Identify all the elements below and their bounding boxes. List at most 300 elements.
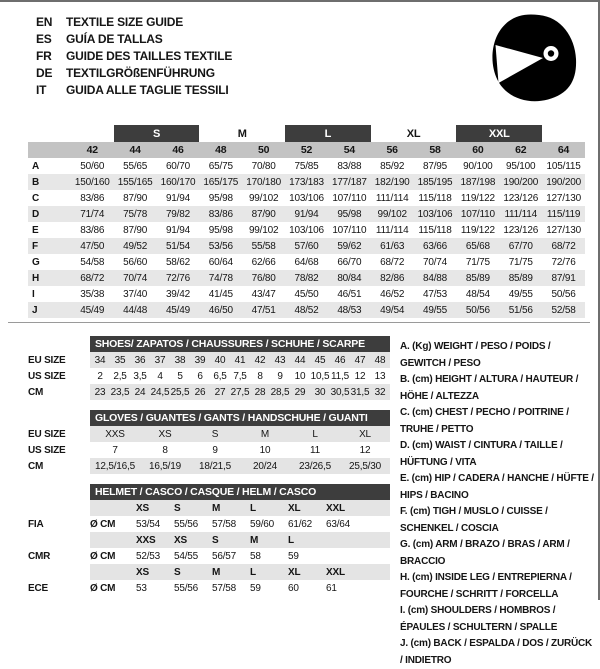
size-value-cell: 76/80 (242, 270, 285, 286)
size-value-cell: 83/88 (337, 160, 362, 172)
size-value-cell: 61/63 (371, 238, 414, 254)
size-value-cell: 187/198 (456, 174, 499, 190)
size-value-cell: 70/80 (251, 160, 276, 172)
size-header-cell: L (250, 502, 256, 514)
size-group-cell: S (114, 125, 200, 142)
legend-item: F. (cm) TIGH / MUSLO / CUISSE / SCHENKEL / COSCIA (400, 506, 548, 534)
row-values (90, 458, 390, 474)
size-value-cell: 45/49 (71, 302, 114, 318)
size-value-cell: 127/130 (546, 224, 581, 236)
row-label: EU SIZE (28, 354, 66, 366)
size-header-cell: M (250, 534, 259, 546)
language-title: GUIDA ALLE TAGLIE TESSILI (66, 82, 229, 97)
value-cell: 2 (97, 370, 103, 382)
table-row (28, 458, 392, 474)
size-value-cell: 50/60 (80, 160, 105, 172)
row-values (90, 564, 390, 580)
size-header-cell: XL (288, 566, 301, 578)
language-title: GUIDE DES TAILLES TEXTILE (66, 48, 233, 63)
table-row (28, 442, 392, 458)
row-label: D (28, 206, 71, 222)
value-cell: 57/58 (212, 518, 237, 530)
row-label: EU SIZE (28, 428, 66, 440)
size-value-cell: 182/190 (371, 174, 414, 190)
size-header-cell: XXL (326, 566, 345, 578)
row-label: ECE (28, 582, 48, 594)
value-cell: 45 (314, 354, 326, 366)
size-header-cell: L (288, 534, 294, 546)
size-value-cell: 111/114 (375, 192, 409, 204)
value-cell: 9 (277, 370, 283, 382)
language-row (36, 47, 232, 64)
size-header-cell: XXL (326, 502, 345, 514)
size-value-cell: 60/70 (165, 160, 190, 172)
size-value-cell: 107/110 (456, 206, 499, 222)
table-row (28, 222, 585, 238)
value-cell: 34 (94, 354, 106, 366)
size-value-cell: 56/60 (123, 256, 148, 268)
value-cell: 56/57 (212, 550, 237, 562)
legend-item: A. (Kg) WEIGHT / PESO / POIDS / GEWITCH / PESO (400, 341, 551, 369)
table-row (28, 174, 585, 190)
size-value-cell: 72/76 (157, 270, 200, 286)
size-value-cell: 119/122 (460, 192, 495, 204)
size-value-cell: 41/45 (208, 288, 233, 300)
language-title: GUÍA DE TALLAS (66, 31, 163, 46)
value-cell: 48 (374, 354, 386, 366)
legend-item: I. (cm) SHOULDERS / HOMBROS / ÉPAULES / SCHULTERN / SPALLE (400, 605, 558, 633)
size-number-cell: 50 (242, 142, 285, 158)
size-value-cell: 44/48 (114, 302, 157, 318)
value-cell: 2,5 (113, 370, 127, 382)
row-label: CMR (28, 550, 51, 562)
value-cell: 30 (314, 386, 326, 398)
value-cell: 16,5/19 (149, 460, 181, 472)
value-cell: 36 (134, 354, 146, 366)
row-label: US SIZE (28, 444, 66, 456)
size-value-cell: 71/74 (71, 206, 114, 222)
size-value-cell: 85/89 (499, 270, 542, 286)
size-value-cell: 49/55 (414, 302, 457, 318)
row-label: G (32, 256, 40, 268)
value-cell: 11 (310, 444, 320, 456)
legend-item: G. (cm) ARM / BRAZO / BRAS / ARM / BRACCIO (400, 539, 570, 567)
size-value-cell: 37/40 (123, 288, 148, 300)
row-values (90, 368, 390, 384)
size-value-cell: 111/114 (499, 206, 542, 222)
row-values (90, 500, 390, 516)
size-value-cell: 47/50 (71, 238, 114, 254)
legend-item: H. (cm) INSIDE LEG / ENTREPIERNA / FOURCHE / SCHRITT / FORCELLA (400, 572, 572, 600)
unit-cell: Ø CM (90, 518, 116, 530)
size-group-row (28, 125, 585, 142)
size-value-cell: 49/55 (508, 288, 533, 300)
value-cell: 54/55 (174, 550, 199, 562)
language-row (36, 81, 232, 98)
size-value-cell: 115/119 (542, 206, 585, 222)
size-value-cell: 45/49 (157, 302, 200, 318)
legend-item: E. (cm) HIP / CADERA / HANCHE / HÜFTE / HIPS / BACINO (400, 473, 594, 501)
legend-item: C. (cm) CHEST / PECHO / POITRINE / TRUHE / PETTO (400, 407, 569, 435)
value-cell: 7 (112, 444, 118, 456)
value-cell: 63/64 (326, 518, 351, 530)
size-value-cell: 53/56 (199, 238, 242, 254)
language-code: IT (36, 82, 47, 97)
value-cell: 28 (254, 386, 266, 398)
size-header-cell: M (212, 502, 221, 514)
size-value-cell: 47/53 (423, 288, 448, 300)
size-value-cell: 68/72 (542, 238, 585, 254)
size-value-cell: 91/94 (285, 206, 328, 222)
size-group-cell: M (237, 127, 247, 140)
size-value-cell: 57/60 (285, 238, 328, 254)
value-cell: 9 (212, 444, 218, 456)
value-cell: M (260, 428, 270, 440)
helmet-size-row (28, 532, 392, 548)
size-group-cell (28, 125, 114, 142)
size-header-cell: S (174, 566, 181, 578)
size-value-cell: 119/122 (460, 224, 495, 236)
size-value-cell: 71/75 (465, 256, 490, 268)
size-value-cell: 75/78 (114, 206, 157, 222)
row-values (90, 352, 390, 368)
row-label: A (32, 160, 40, 172)
size-value-cell: 107/110 (332, 224, 367, 236)
value-cell: 23 (94, 386, 106, 398)
corner-cell (28, 142, 71, 158)
gloves-table-title: GLOVES / GUANTES / GANTS / HANDSCHUHE / GUANTI (90, 410, 390, 426)
size-value-cell: 59/62 (328, 238, 371, 254)
size-value-cell: 75/85 (294, 160, 319, 172)
value-cell: 8 (257, 370, 263, 382)
language-title: TEXTILGRÖßENFÜHRUNG (66, 65, 215, 80)
value-cell: 37 (154, 354, 166, 366)
value-cell: 6 (197, 370, 203, 382)
size-header-cell: L (250, 566, 256, 578)
table-row (28, 254, 585, 270)
size-value-cell: 190/200 (542, 174, 585, 190)
size-value-cell: 83/86 (80, 224, 105, 236)
value-cell: 46 (334, 354, 346, 366)
size-value-cell: 173/183 (285, 174, 328, 190)
size-value-cell: 103/106 (414, 206, 457, 222)
size-value-cell: 91/94 (165, 224, 190, 236)
legend-item: J. (cm) BACK / ESPALDA / DOS / ZURÜCK / INDIETRO (400, 638, 593, 666)
table-row (28, 238, 585, 254)
size-value-cell: 84/88 (414, 270, 457, 286)
value-cell: 11,5 (331, 370, 349, 382)
value-cell: 6,5 (213, 370, 227, 382)
size-value-cell: 95/98 (328, 206, 371, 222)
value-cell: 59 (250, 582, 261, 594)
size-header-cell: XS (174, 534, 187, 546)
size-header-cell: S (174, 502, 181, 514)
size-value-cell: 78/82 (285, 270, 328, 286)
helmet-size-row (28, 564, 392, 580)
table-row (28, 158, 585, 174)
value-cell: 52/53 (136, 550, 161, 562)
size-value-cell: 46/50 (199, 302, 242, 318)
row-label: H (28, 270, 71, 286)
size-number-cell: 64 (542, 142, 585, 158)
size-number-cell: 42 (71, 142, 114, 158)
size-value-cell: 95/98 (208, 224, 233, 236)
size-value-cell: 65/68 (456, 238, 499, 254)
size-value-cell: 95/98 (208, 192, 233, 204)
size-value-cell: 185/195 (414, 174, 457, 190)
size-value-cell: 47/51 (242, 302, 285, 318)
row-values (90, 548, 390, 564)
row-values (90, 532, 390, 548)
size-value-cell: 123/126 (503, 224, 539, 236)
table-row (28, 302, 585, 318)
unit-cell: Ø CM (90, 582, 116, 594)
size-value-cell: 55/58 (242, 238, 285, 254)
size-header-cell: XXS (136, 534, 156, 546)
size-value-cell: 74/78 (199, 270, 242, 286)
value-cell: 40 (214, 354, 226, 366)
table-row (28, 368, 392, 384)
size-value-cell: 87/95 (423, 160, 448, 172)
helmet-size-row (28, 500, 392, 516)
value-cell: 39 (194, 354, 206, 366)
size-header-cell: XS (136, 502, 149, 514)
value-cell: 10 (294, 370, 306, 382)
value-cell: 35 (114, 354, 126, 366)
value-cell: 18/21,5 (199, 460, 231, 472)
size-value-cell: 177/187 (328, 174, 371, 190)
value-cell: 44 (294, 354, 306, 366)
size-number-cell: 60 (456, 142, 499, 158)
size-value-cell: 85/92 (380, 160, 405, 172)
size-value-cell: 87/90 (123, 192, 148, 204)
value-cell: XS (158, 428, 172, 440)
value-cell: 32 (374, 386, 386, 398)
size-value-cell: 48/54 (465, 288, 490, 300)
size-number-row (28, 142, 585, 158)
value-cell: L (312, 428, 318, 440)
table-row (28, 426, 392, 442)
size-value-cell: 91/94 (165, 192, 190, 204)
size-value-cell: 49/52 (114, 238, 157, 254)
value-cell: 8 (162, 444, 168, 456)
value-cell: 26 (194, 386, 206, 398)
size-value-cell: 103/106 (289, 224, 324, 236)
gloves-table (28, 426, 392, 474)
size-value-cell: 51/56 (499, 302, 542, 318)
value-cell: S (211, 428, 219, 440)
row-label: FIA (28, 518, 44, 530)
size-value-cell: 115/118 (418, 224, 452, 236)
size-value-cell: 68/72 (71, 270, 114, 286)
size-value-cell: 82/86 (371, 270, 414, 286)
size-value-cell: 35/38 (80, 288, 105, 300)
size-number-cell: 62 (499, 142, 542, 158)
language-list (36, 13, 232, 98)
value-cell: 58 (250, 550, 261, 562)
size-value-cell: 50/56 (456, 302, 499, 318)
value-cell: 4 (157, 370, 163, 382)
size-value-cell: 95/100 (506, 160, 536, 172)
size-value-cell: 90/100 (463, 160, 493, 172)
value-cell: 55/56 (174, 518, 199, 530)
value-cell: 55/56 (174, 582, 199, 594)
size-value-cell: 66/70 (337, 256, 362, 268)
table-row (28, 190, 585, 206)
value-cell: 10 (259, 444, 271, 456)
size-value-cell: 46/51 (337, 288, 362, 300)
helmet-value-row (28, 580, 392, 596)
size-value-cell: 48/52 (285, 302, 328, 318)
size-value-cell: 190/200 (499, 174, 542, 190)
helmet-icon (482, 8, 582, 108)
value-cell: 28,5 (270, 386, 290, 398)
size-value-cell: 70/74 (423, 256, 448, 268)
size-value-cell: 85/89 (456, 270, 499, 286)
size-value-cell: 48/53 (328, 302, 371, 318)
table-row (28, 286, 585, 302)
value-cell: 61 (326, 582, 337, 594)
textile-size-table (28, 125, 585, 318)
helmet-table (28, 500, 392, 596)
size-group-cell (542, 125, 585, 142)
size-number-cell: 44 (114, 142, 157, 158)
size-value-cell: 115/118 (418, 192, 452, 204)
size-value-cell: 65/75 (208, 160, 233, 172)
size-value-cell: 71/75 (508, 256, 533, 268)
size-value-cell: 62/66 (251, 256, 276, 268)
legend-item: B. (cm) HEIGHT / ALTURA / HAUTEUR / HÖHE / ALTEZZA (400, 374, 579, 402)
shoes-table (28, 352, 392, 400)
size-value-cell: 155/165 (114, 174, 157, 190)
value-cell: 53 (136, 582, 147, 594)
value-cell: 43 (274, 354, 286, 366)
value-cell: 59/60 (250, 518, 275, 530)
size-group-cell: L (285, 125, 371, 142)
shoes-table-title: SHOES/ ZAPATOS / CHAUSSURES / SCHUHE / SCARPE (90, 336, 390, 352)
value-cell: 59 (288, 550, 299, 562)
value-cell: 24,5 (150, 386, 170, 398)
size-value-cell: 99/102 (371, 206, 414, 222)
row-label: CM (28, 386, 44, 398)
size-value-cell: 52/58 (542, 302, 585, 318)
value-cell: 10,5 (310, 370, 330, 382)
size-value-cell: 60/64 (208, 256, 233, 268)
value-cell: 12 (359, 444, 371, 456)
row-label: J (28, 302, 71, 318)
value-cell: 3,5 (133, 370, 147, 382)
size-value-cell: 103/106 (289, 192, 324, 204)
value-cell: 60 (288, 582, 299, 594)
size-value-cell: 107/110 (332, 192, 367, 204)
row-label: B (28, 174, 71, 190)
value-cell: 27 (214, 386, 226, 398)
size-value-cell: 165/175 (199, 174, 242, 190)
measurement-legend (400, 339, 594, 669)
language-code: DE (36, 65, 53, 80)
size-group-cell: XL (406, 127, 421, 140)
size-value-cell: 64/68 (294, 256, 319, 268)
size-header-cell: M (212, 566, 221, 578)
size-header-cell: S (212, 534, 219, 546)
size-value-cell: 43/47 (251, 288, 276, 300)
value-cell: 12,5/16,5 (95, 460, 135, 472)
size-value-cell: 79/82 (157, 206, 200, 222)
size-value-cell: 87/90 (242, 206, 285, 222)
value-cell: 25,5/30 (349, 460, 381, 472)
size-value-cell: 50/56 (551, 288, 576, 300)
value-cell: 38 (174, 354, 186, 366)
language-code: ES (36, 31, 52, 46)
size-value-cell: 150/160 (71, 174, 114, 190)
row-values (90, 442, 390, 458)
size-value-cell: 63/66 (414, 238, 457, 254)
value-cell: XL (359, 428, 371, 440)
row-label: US SIZE (28, 370, 66, 382)
value-cell: 31,5 (350, 386, 370, 398)
language-code: FR (36, 48, 52, 63)
value-cell: 7,5 (233, 370, 247, 382)
size-value-cell: 87/91 (542, 270, 585, 286)
size-value-cell: 80/84 (328, 270, 371, 286)
language-row (36, 13, 232, 30)
row-values (90, 580, 390, 596)
table-row (28, 352, 392, 368)
row-label: CM (28, 460, 44, 472)
lower-tables (28, 336, 392, 596)
size-value-cell: 58/62 (165, 256, 190, 268)
size-value-cell: 99/102 (248, 224, 279, 236)
size-value-cell: 105/115 (546, 160, 581, 172)
size-value-cell: 170/180 (242, 174, 285, 190)
language-row (36, 30, 232, 47)
size-value-cell: 51/54 (157, 238, 200, 254)
size-value-cell: 160/170 (157, 174, 200, 190)
textile-table-body (28, 158, 585, 318)
value-cell: 57/58 (212, 582, 237, 594)
row-label: I (32, 288, 35, 300)
section-divider (8, 322, 590, 323)
row-label: F (28, 238, 71, 254)
legend-item: D. (cm) WAIST / CINTURA / TAILLE / HÜFTUNG / VITA (400, 440, 563, 468)
size-header-cell: XL (288, 502, 301, 514)
size-value-cell: 68/72 (380, 256, 405, 268)
size-number-cell: 48 (199, 142, 242, 158)
value-cell: 61/62 (288, 518, 313, 530)
row-label: C (32, 192, 40, 204)
unit-cell: Ø CM (90, 550, 116, 562)
table-row (28, 270, 585, 286)
value-cell: 30,5 (330, 386, 350, 398)
value-cell: XXS (105, 428, 125, 440)
size-value-cell: 55/65 (123, 160, 148, 172)
size-number-cell: 52 (285, 142, 328, 158)
helmet-value-row (28, 516, 392, 532)
size-value-cell: 127/130 (546, 192, 581, 204)
value-cell: 47 (354, 354, 366, 366)
value-cell: 29 (294, 386, 306, 398)
textile-table-head (28, 125, 585, 158)
size-number-cell: 46 (157, 142, 200, 158)
value-cell: 5 (177, 370, 183, 382)
value-cell: 25,5 (170, 386, 190, 398)
size-value-cell: 39/42 (165, 288, 190, 300)
value-cell: 42 (254, 354, 266, 366)
row-values (90, 426, 390, 442)
helmet-value-row (28, 548, 392, 564)
language-title: TEXTILE SIZE GUIDE (66, 14, 184, 29)
value-cell: 23,5 (110, 386, 130, 398)
